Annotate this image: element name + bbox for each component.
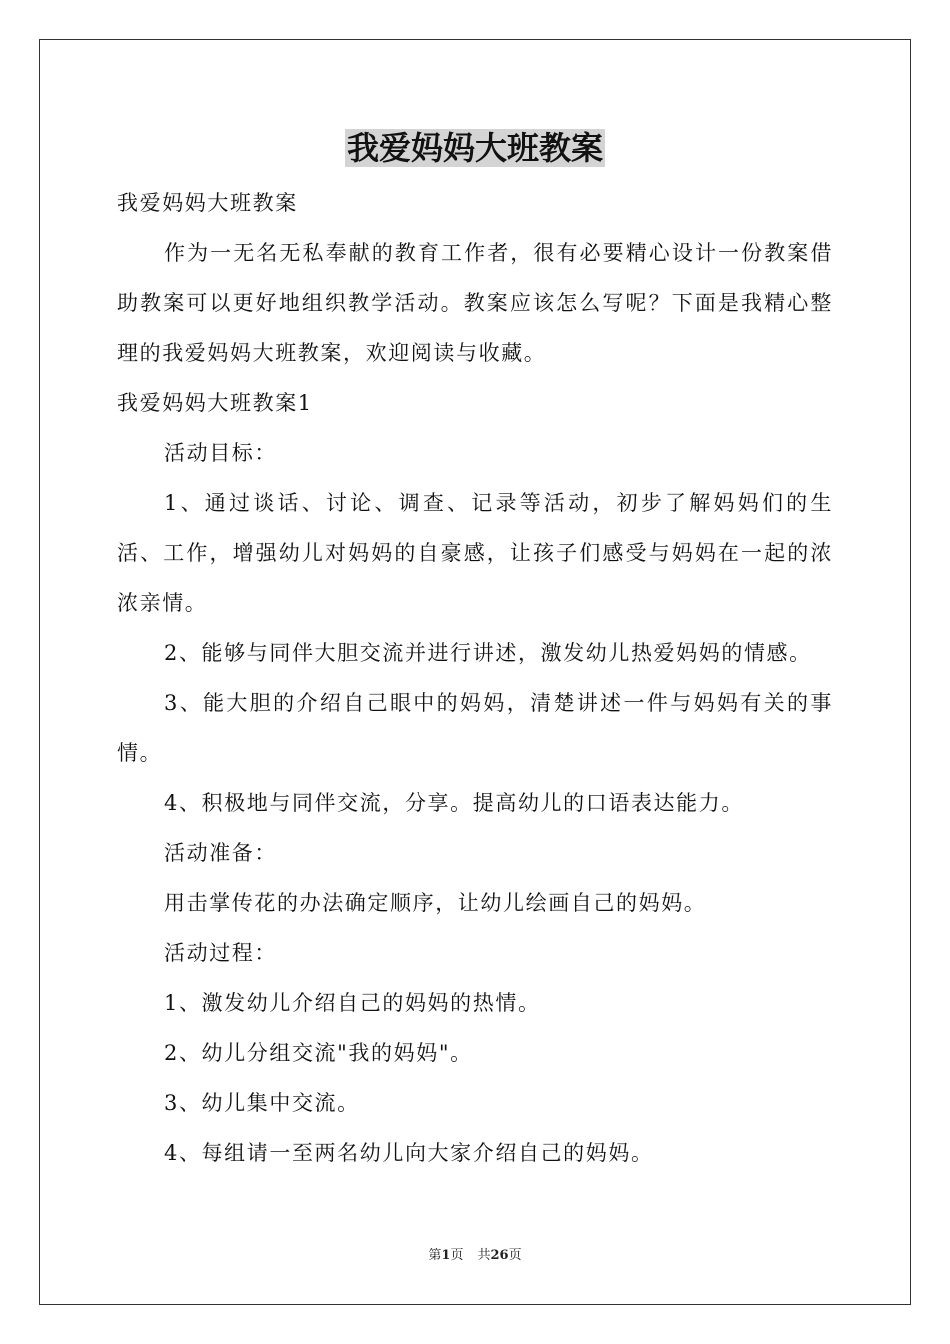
body-paragraph: 3、幼儿集中交流。 <box>164 1091 360 1115</box>
footer-page-suffix: 页 <box>450 1248 464 1263</box>
body-paragraph: 活动过程： <box>164 941 277 965</box>
footer-page-current: 1 <box>441 1248 451 1263</box>
document-body <box>117 178 833 1178</box>
body-paragraph: 2、能够与同伴大胆交流并进行讲述，激发幼儿热爱妈妈的情感。 <box>164 641 812 665</box>
body-paragraph: 4、每组请一至两名幼儿向大家介绍自己的妈妈。 <box>164 1141 654 1165</box>
body-paragraph: 2、幼儿分组交流"我的妈妈"。 <box>164 1041 473 1065</box>
body-paragraph: 我爱妈妈大班教案 <box>117 191 298 215</box>
footer-total-suffix: 页 <box>508 1248 522 1263</box>
document-title-text: 我爱妈妈大班教案 <box>346 129 603 167</box>
body-paragraph: 4、积极地与同伴交流，分享。提高幼儿的口语表达能力。 <box>164 791 744 815</box>
body-paragraph: 1、激发幼儿介绍自己的妈妈的热情。 <box>164 991 541 1015</box>
body-paragraph: 3、能大胆的介绍自己眼中的妈妈，清楚讲述一件与妈妈有关的事情。 <box>117 691 833 765</box>
body-paragraph: 1、通过谈话、讨论、调查、记录等活动，初步了解妈妈们的生活、工作，增强幼儿对妈妈的自豪感，让孩子们感受与妈妈在一起的浓浓亲情。 <box>117 491 833 615</box>
footer-page-total: 26 <box>490 1248 509 1263</box>
document-title <box>0 128 950 168</box>
footer-page-prefix: 第 <box>428 1248 442 1263</box>
body-paragraph: 我爱妈妈大班教案1 <box>117 391 313 415</box>
body-paragraph: 作为一无名无私奉献的教育工作者，很有必要精心设计一份教案借助教案可以更好地组织教学活动。教案应该怎么写呢？下面是我精心整理的我爱妈妈大班教案，欢迎阅读与收藏。 <box>117 241 833 365</box>
footer-total-prefix: 共 <box>477 1248 491 1263</box>
body-paragraph: 活动准备： <box>164 841 277 865</box>
body-paragraph: 用击掌传花的办法确定顺序，让幼儿绘画自己的妈妈。 <box>164 891 707 915</box>
page-footer <box>0 1244 950 1263</box>
body-paragraph: 活动目标： <box>164 441 277 465</box>
